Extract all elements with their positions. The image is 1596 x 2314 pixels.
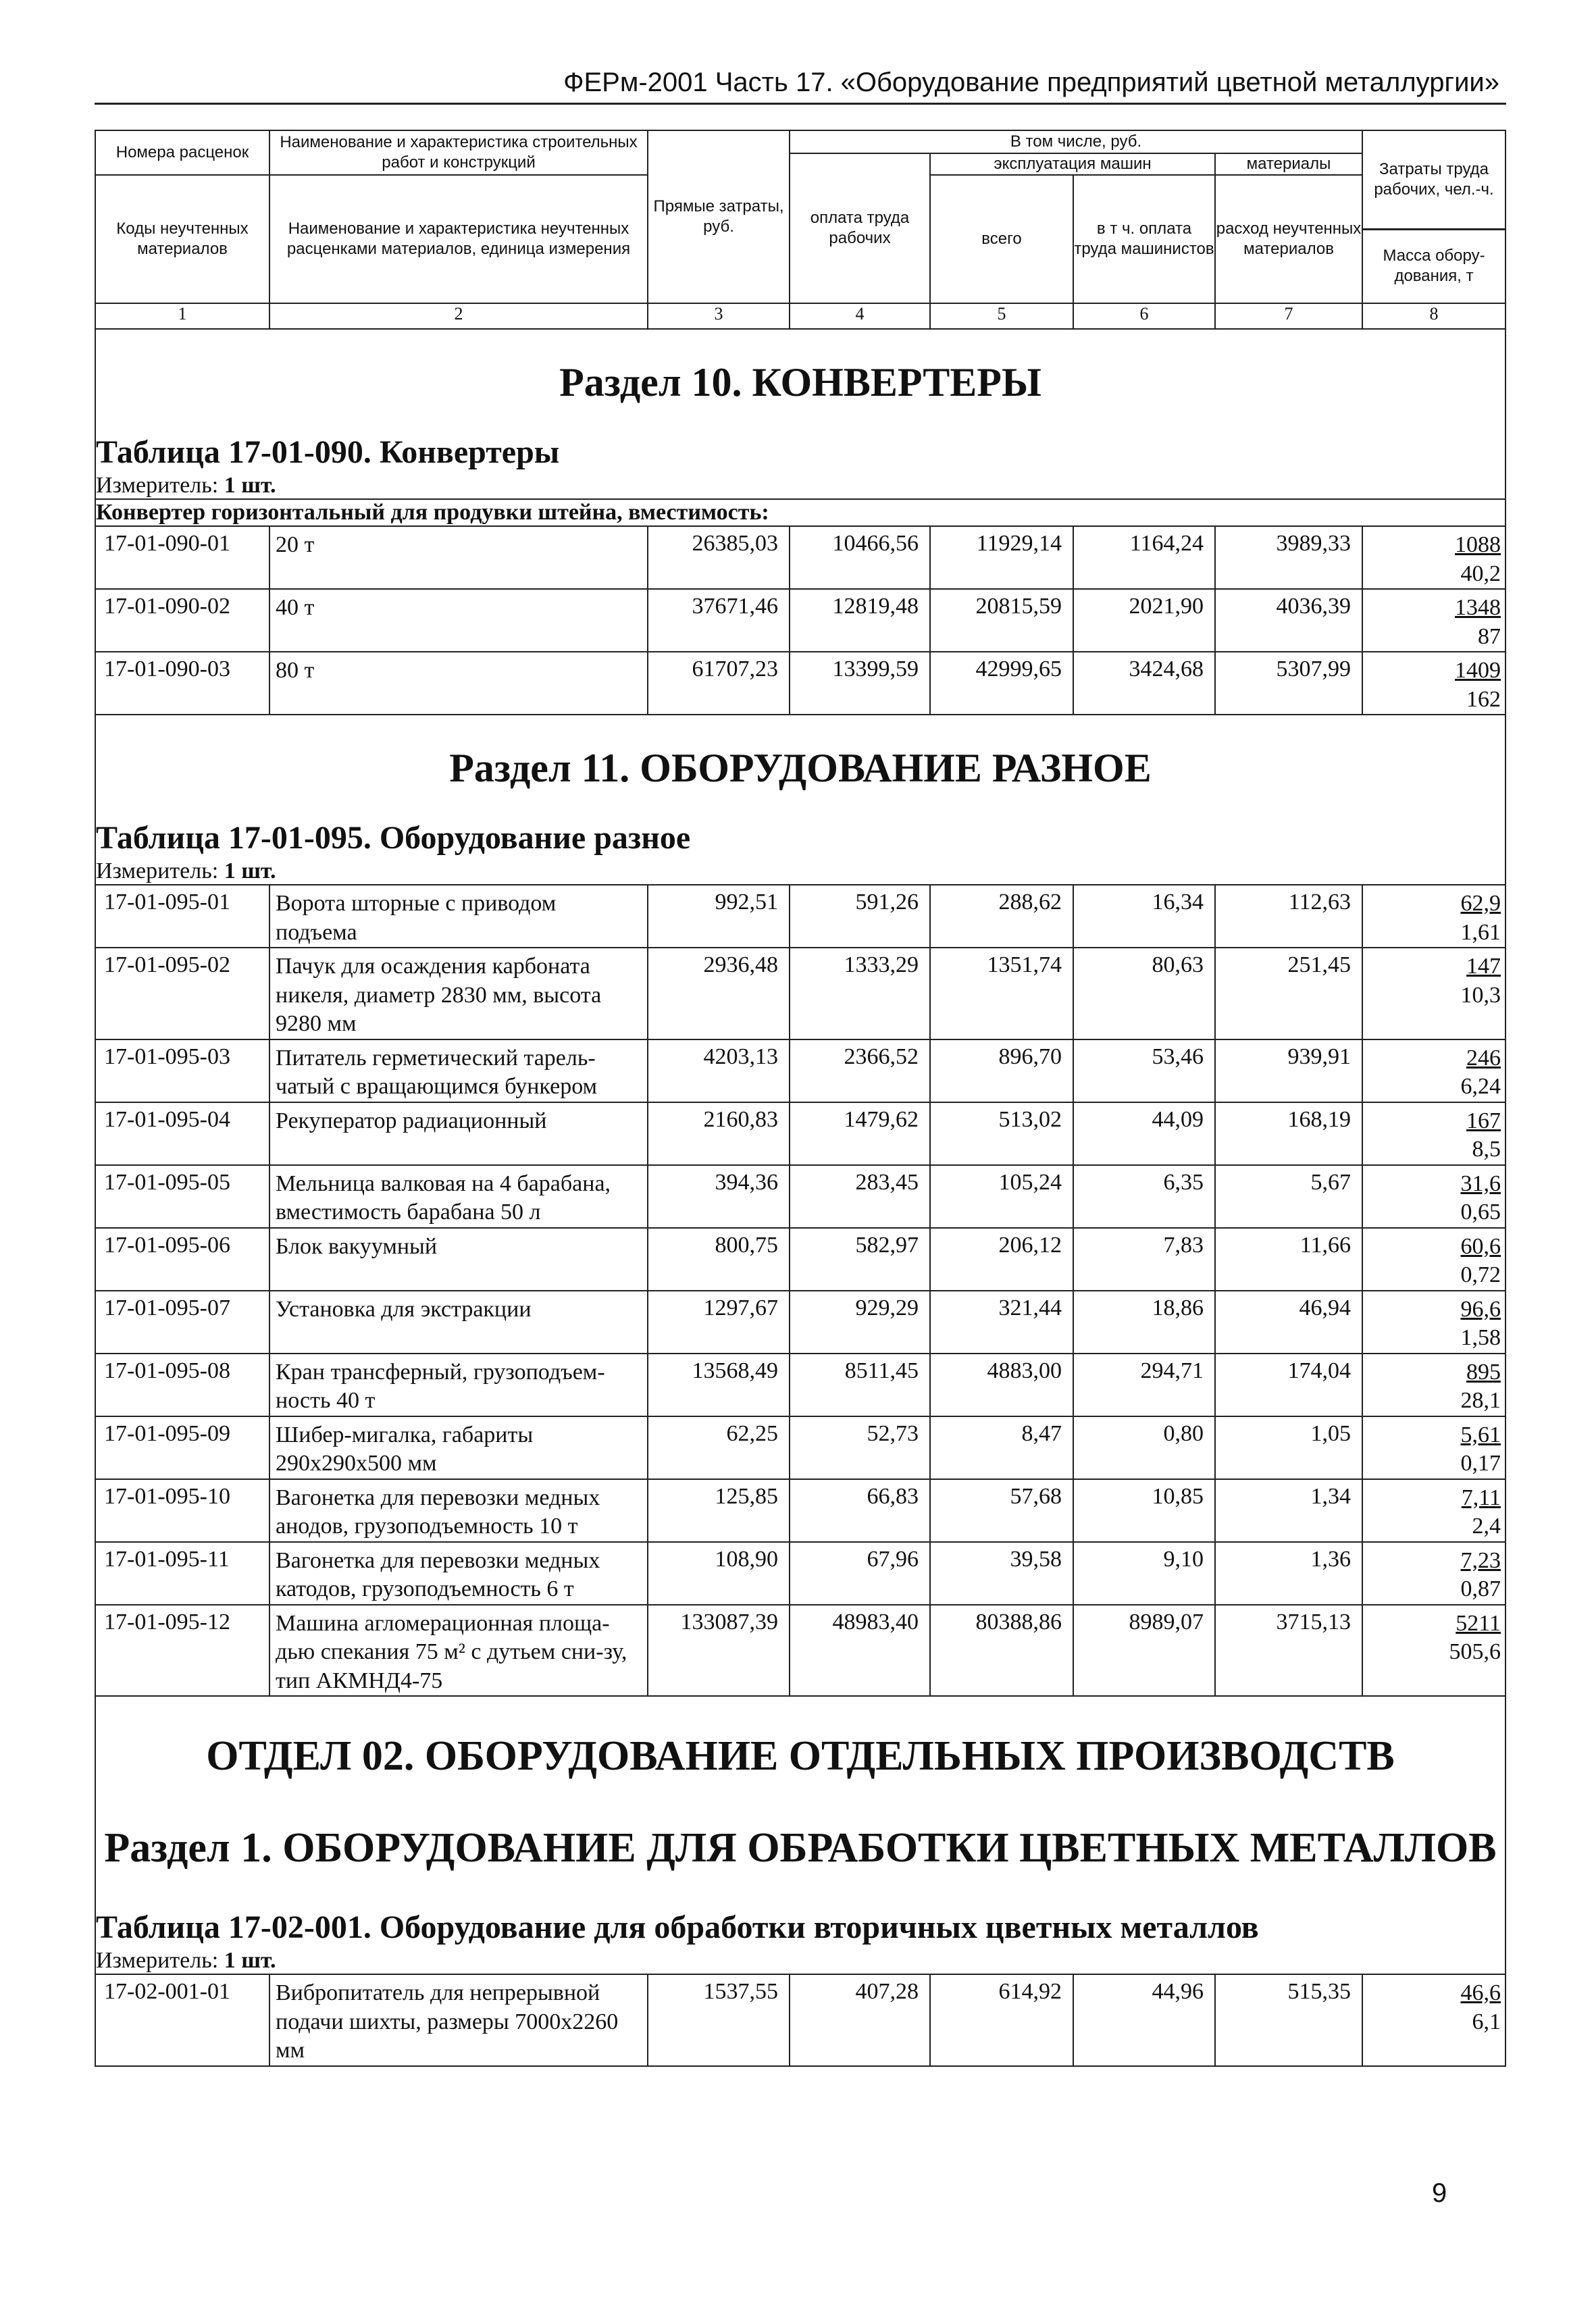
table-row [95, 526, 1505, 589]
measure-unit [95, 471, 1505, 499]
table-row [95, 1354, 1505, 1416]
labor-cost: 1409 [1455, 658, 1501, 683]
table-title: Таблица 17-01-090. Конвертеры [95, 410, 1505, 471]
labor-pay: 1333,29 [790, 948, 930, 1039]
machines-total: 513,02 [930, 1102, 1073, 1165]
machines-total: 11929,14 [930, 526, 1073, 589]
col-rate-number: Номера расценок [95, 130, 269, 175]
table-row [95, 1542, 1505, 1605]
machinists-pay: 8989,07 [1073, 1605, 1215, 1697]
labor-pay: 48983,40 [790, 1605, 930, 1697]
materials-cost: 1,34 [1215, 1479, 1362, 1542]
table-row [95, 652, 1505, 715]
labor-and-mass [1362, 589, 1505, 652]
materials-cost: 5,67 [1215, 1165, 1362, 1228]
work-name: Мельница валковая на 4 барабана, вместимость барабана 50 л [269, 1165, 648, 1228]
work-name: Машина агломерационная площа-дью спекания 75 м² с дутьем сни-зу, тип АКМНД4-75 [269, 1605, 648, 1697]
measure-value: 1 шт. [224, 473, 276, 498]
labor-pay: 10466,56 [790, 526, 930, 589]
equipment-mass: 6,24 [1460, 1074, 1501, 1099]
table-row [95, 1291, 1505, 1354]
machinists-pay: 80,63 [1073, 948, 1215, 1039]
machinists-pay: 53,46 [1073, 1039, 1215, 1102]
labor-cost: 246 [1466, 1045, 1501, 1071]
direct-cost: 2936,48 [648, 948, 790, 1039]
rate-code: 17-01-095-07 [95, 1291, 269, 1354]
labor-cost: 5,61 [1460, 1422, 1501, 1447]
labor-and-mass [1362, 526, 1505, 589]
col-material-name: Наименование и характеристика неучтенных расценками материалов, единица измерения [269, 175, 648, 303]
measure-label: Измеритель: [96, 1948, 219, 1973]
direct-cost: 992,51 [648, 885, 790, 948]
direct-cost: 1537,55 [648, 1974, 790, 2066]
labor-and-mass [1362, 1291, 1505, 1354]
equipment-mass: 0,87 [1460, 1576, 1501, 1601]
materials-cost: 11,66 [1215, 1228, 1362, 1291]
work-name: 80 т [269, 652, 648, 715]
labor-pay: 67,96 [790, 1542, 930, 1605]
rate-code: 17-01-095-04 [95, 1102, 269, 1165]
labor-pay: 52,73 [790, 1416, 930, 1479]
col-number: 1 [95, 303, 269, 329]
equipment-mass: 6,1 [1472, 2009, 1501, 2034]
work-name: Блок вакуумный [269, 1228, 648, 1291]
col-materials-use: расход неучтенных материалов [1215, 175, 1362, 303]
work-name: Вагонетка для перевозки медных анодов, грузоподъемность 10 т [269, 1479, 648, 1542]
table-row [95, 1039, 1505, 1102]
work-name: Установка для экстракции [269, 1291, 648, 1354]
direct-cost: 37671,46 [648, 589, 790, 652]
labor-and-mass [1362, 1039, 1505, 1102]
machines-total: 8,47 [930, 1416, 1073, 1479]
measure-unit [95, 1946, 1505, 1974]
materials-cost: 3715,13 [1215, 1605, 1362, 1697]
machinists-pay: 7,83 [1073, 1228, 1215, 1291]
labor-pay: 582,97 [790, 1228, 930, 1291]
direct-cost: 61707,23 [648, 652, 790, 715]
rates-table [95, 130, 1506, 2067]
equipment-mass: 162 [1466, 686, 1501, 712]
labor-cost: 96,6 [1460, 1296, 1501, 1322]
section-title: Раздел 1. ОБОРУДОВАНИЕ ДЛЯ ОБРАБОТКИ ЦВЕТНЫХ МЕТАЛЛОВ [95, 1787, 1505, 1882]
labor-cost: 147 [1466, 954, 1501, 979]
col-number: 8 [1362, 303, 1505, 329]
machinists-pay: 3424,68 [1073, 652, 1215, 715]
column-numbers-row [95, 303, 1505, 329]
col-number: 5 [930, 303, 1073, 329]
rate-code: 17-01-095-08 [95, 1354, 269, 1416]
labor-and-mass [1362, 1165, 1505, 1228]
labor-and-mass [1362, 948, 1505, 1039]
section-title: Раздел 11. ОБОРУДОВАНИЕ РАЗНОЕ [95, 715, 1505, 796]
work-name: Вибропитатель для непрерывной подачи шихты, размеры 7000x2260 мм [269, 1974, 648, 2066]
col-equip-mass: Масса обору-дования, т [1362, 229, 1505, 303]
work-name: Вагонетка для перевозки медных катодов, грузоподъемность 6 т [269, 1542, 648, 1605]
labor-pay: 1479,62 [790, 1102, 930, 1165]
labor-pay: 66,83 [790, 1479, 930, 1542]
direct-cost: 1297,67 [648, 1291, 790, 1354]
machinists-pay: 6,35 [1073, 1165, 1215, 1228]
direct-cost: 394,36 [648, 1165, 790, 1228]
labor-cost: 31,6 [1460, 1171, 1501, 1196]
col-machinists-pay: в т ч. оплата труда машинистов [1073, 175, 1215, 303]
direct-cost: 800,75 [648, 1228, 790, 1291]
labor-and-mass [1362, 885, 1505, 948]
machines-total: 206,12 [930, 1228, 1073, 1291]
labor-and-mass [1362, 652, 1505, 715]
table-row [95, 1228, 1505, 1291]
labor-cost: 167 [1466, 1108, 1501, 1133]
equipment-mass: 1,58 [1460, 1325, 1501, 1350]
table-row [95, 1479, 1505, 1542]
measure-unit [95, 856, 1505, 885]
materials-cost: 168,19 [1215, 1102, 1362, 1165]
machines-total: 20815,59 [930, 589, 1073, 652]
rate-code: 17-01-095-05 [95, 1165, 269, 1228]
work-name: 40 т [269, 589, 648, 652]
page-number: 9 [1432, 2178, 1447, 2208]
labor-pay: 12819,48 [790, 589, 930, 652]
col-machines-total: всего [930, 175, 1073, 303]
table-title: Таблица 17-01-095. Оборудование разное [95, 796, 1505, 856]
table-row [95, 589, 1505, 652]
equipment-mass: 1,61 [1460, 919, 1501, 945]
department-title: ОТДЕЛ 02. ОБОРУДОВАНИЕ ОТДЕЛЬНЫХ ПРОИЗВОДСТВ [95, 1696, 1505, 1787]
group-title: Конвертер горизонтальный для продувки штейна, вместимость: [95, 499, 1505, 526]
work-name: Рекуператор радиационный [269, 1102, 648, 1165]
machinists-pay: 44,96 [1073, 1974, 1215, 2066]
header-rule [95, 103, 1506, 105]
table-row [95, 885, 1505, 948]
materials-cost: 1,36 [1215, 1542, 1362, 1605]
equipment-mass: 10,3 [1460, 982, 1501, 1008]
labor-and-mass [1362, 1479, 1505, 1542]
page-header: ФЕРм-2001 Часть 17. «Оборудование предприятий цветной металлургии» [563, 68, 1499, 97]
table-row [95, 1974, 1505, 2066]
rate-code: 17-01-095-10 [95, 1479, 269, 1542]
labor-and-mass [1362, 1605, 1505, 1697]
machinists-pay: 294,71 [1073, 1354, 1215, 1416]
equipment-mass: 0,65 [1460, 1200, 1501, 1225]
labor-and-mass [1362, 1102, 1505, 1165]
machinists-pay: 18,86 [1073, 1291, 1215, 1354]
labor-pay: 591,26 [790, 885, 930, 948]
labor-and-mass [1362, 1974, 1505, 2066]
equipment-mass: 87 [1478, 623, 1501, 649]
rate-code: 17-01-095-06 [95, 1228, 269, 1291]
equipment-mass: 2,4 [1472, 1514, 1501, 1539]
work-name: Кран трансферный, грузоподъем-ность 40 т [269, 1354, 648, 1416]
labor-pay: 407,28 [790, 1974, 930, 2066]
table-row [95, 1102, 1505, 1165]
machines-total: 896,70 [930, 1039, 1073, 1102]
materials-cost: 251,45 [1215, 948, 1362, 1039]
work-name: Ворота шторные с приводом подъема [269, 885, 648, 948]
direct-cost: 108,90 [648, 1542, 790, 1605]
direct-cost: 62,25 [648, 1416, 790, 1479]
machinists-pay: 0,80 [1073, 1416, 1215, 1479]
measure-label: Измеритель: [96, 858, 219, 883]
materials-cost: 3989,33 [1215, 526, 1362, 589]
machinists-pay: 9,10 [1073, 1542, 1215, 1605]
col-number: 3 [648, 303, 790, 329]
rate-code: 17-01-095-03 [95, 1039, 269, 1102]
materials-cost: 4036,39 [1215, 589, 1362, 652]
col-number: 4 [790, 303, 930, 329]
labor-and-mass [1362, 1542, 1505, 1605]
machines-total: 288,62 [930, 885, 1073, 948]
equipment-mass: 8,5 [1472, 1137, 1501, 1162]
machines-total: 80388,86 [930, 1605, 1073, 1697]
col-labor-pay: оплата труда рабочих [790, 153, 930, 303]
materials-cost: 939,91 [1215, 1039, 1362, 1102]
col-codes: Коды неучтенных материалов [95, 175, 269, 303]
work-name: Пачук для осаждения карбоната никеля, диаметр 2830 мм, высота 9280 мм [269, 948, 648, 1039]
measure-value: 1 шт. [224, 1948, 276, 1973]
rate-code: 17-01-090-01 [95, 526, 269, 589]
col-machines: эксплуатация машин [930, 153, 1215, 175]
labor-cost: 62,9 [1460, 891, 1501, 916]
materials-cost: 5307,99 [1215, 652, 1362, 715]
labor-pay: 283,45 [790, 1165, 930, 1228]
direct-cost: 13568,49 [648, 1354, 790, 1416]
labor-and-mass [1362, 1228, 1505, 1291]
machinists-pay: 1164,24 [1073, 526, 1215, 589]
labor-and-mass [1362, 1354, 1505, 1416]
materials-cost: 46,94 [1215, 1291, 1362, 1354]
labor-and-mass [1362, 1416, 1505, 1479]
labor-pay: 13399,59 [790, 652, 930, 715]
col-including: В том числе, руб. [790, 130, 1362, 153]
materials-cost: 1,05 [1215, 1416, 1362, 1479]
rate-code: 17-01-090-03 [95, 652, 269, 715]
machines-total: 57,68 [930, 1479, 1073, 1542]
machinists-pay: 10,85 [1073, 1479, 1215, 1542]
measure-value: 1 шт. [224, 858, 276, 883]
col-number: 2 [269, 303, 648, 329]
table-row [95, 1416, 1505, 1479]
col-direct-cost: Прямые затраты, руб. [648, 130, 790, 303]
work-name: Питатель герметический тарель-чатый с вращающимся бункером [269, 1039, 648, 1102]
col-work-name: Наименование и характеристика строительных работ и конструкций [269, 130, 648, 175]
labor-pay: 2366,52 [790, 1039, 930, 1102]
section-title: Раздел 10. КОНВЕРТЕРЫ [95, 329, 1505, 410]
machines-total: 42999,65 [930, 652, 1073, 715]
measure-label: Измеритель: [96, 473, 219, 498]
labor-cost: 895 [1466, 1359, 1501, 1385]
direct-cost: 26385,03 [648, 526, 790, 589]
materials-cost: 515,35 [1215, 1974, 1362, 2066]
machinists-pay: 44,09 [1073, 1102, 1215, 1165]
col-number: 6 [1073, 303, 1215, 329]
col-labor-cost: Затраты труда рабочих, чел.-ч. [1362, 130, 1505, 229]
work-name: 20 т [269, 526, 648, 589]
table-title: Таблица 17-02-001. Оборудование для обработки вторичных цветных металлов [95, 1882, 1505, 1946]
machinists-pay: 16,34 [1073, 885, 1215, 948]
table-row [95, 1165, 1505, 1228]
table-row [95, 1605, 1505, 1697]
machines-total: 39,58 [930, 1542, 1073, 1605]
machinists-pay: 2021,90 [1073, 589, 1215, 652]
rate-code: 17-01-095-09 [95, 1416, 269, 1479]
labor-cost: 5211 [1456, 1610, 1501, 1636]
machines-total: 105,24 [930, 1165, 1073, 1228]
col-materials: материалы [1215, 153, 1362, 175]
machines-total: 4883,00 [930, 1354, 1073, 1416]
equipment-mass: 0,72 [1460, 1262, 1501, 1287]
labor-cost: 46,6 [1460, 1980, 1501, 2005]
direct-cost: 4203,13 [648, 1039, 790, 1102]
machines-total: 1351,74 [930, 948, 1073, 1039]
table-row [95, 948, 1505, 1039]
equipment-mass: 28,1 [1460, 1388, 1501, 1413]
equipment-mass: 40,2 [1460, 561, 1501, 586]
equipment-mass: 505,6 [1449, 1639, 1501, 1664]
labor-pay: 929,29 [790, 1291, 930, 1354]
labor-cost: 7,23 [1460, 1547, 1501, 1573]
labor-cost: 1348 [1455, 595, 1501, 620]
col-number: 7 [1215, 303, 1362, 329]
direct-cost: 133087,39 [648, 1605, 790, 1697]
rate-code: 17-01-090-02 [95, 589, 269, 652]
labor-cost: 60,6 [1460, 1233, 1501, 1259]
direct-cost: 125,85 [648, 1479, 790, 1542]
rate-code: 17-01-095-11 [95, 1542, 269, 1605]
materials-cost: 174,04 [1215, 1354, 1362, 1416]
labor-pay: 8511,45 [790, 1354, 930, 1416]
work-name: Шибер-мигалка, габариты 290x290x500 мм [269, 1416, 648, 1479]
rate-code: 17-01-095-12 [95, 1605, 269, 1697]
machines-total: 614,92 [930, 1974, 1073, 2066]
labor-cost: 7,11 [1461, 1485, 1501, 1510]
rate-code: 17-01-095-01 [95, 885, 269, 948]
rate-code: 17-02-001-01 [95, 1974, 269, 2066]
materials-cost: 112,63 [1215, 885, 1362, 948]
direct-cost: 2160,83 [648, 1102, 790, 1165]
machines-total: 321,44 [930, 1291, 1073, 1354]
equipment-mass: 0,17 [1460, 1451, 1501, 1476]
rate-code: 17-01-095-02 [95, 948, 269, 1039]
labor-cost: 1088 [1455, 532, 1501, 557]
